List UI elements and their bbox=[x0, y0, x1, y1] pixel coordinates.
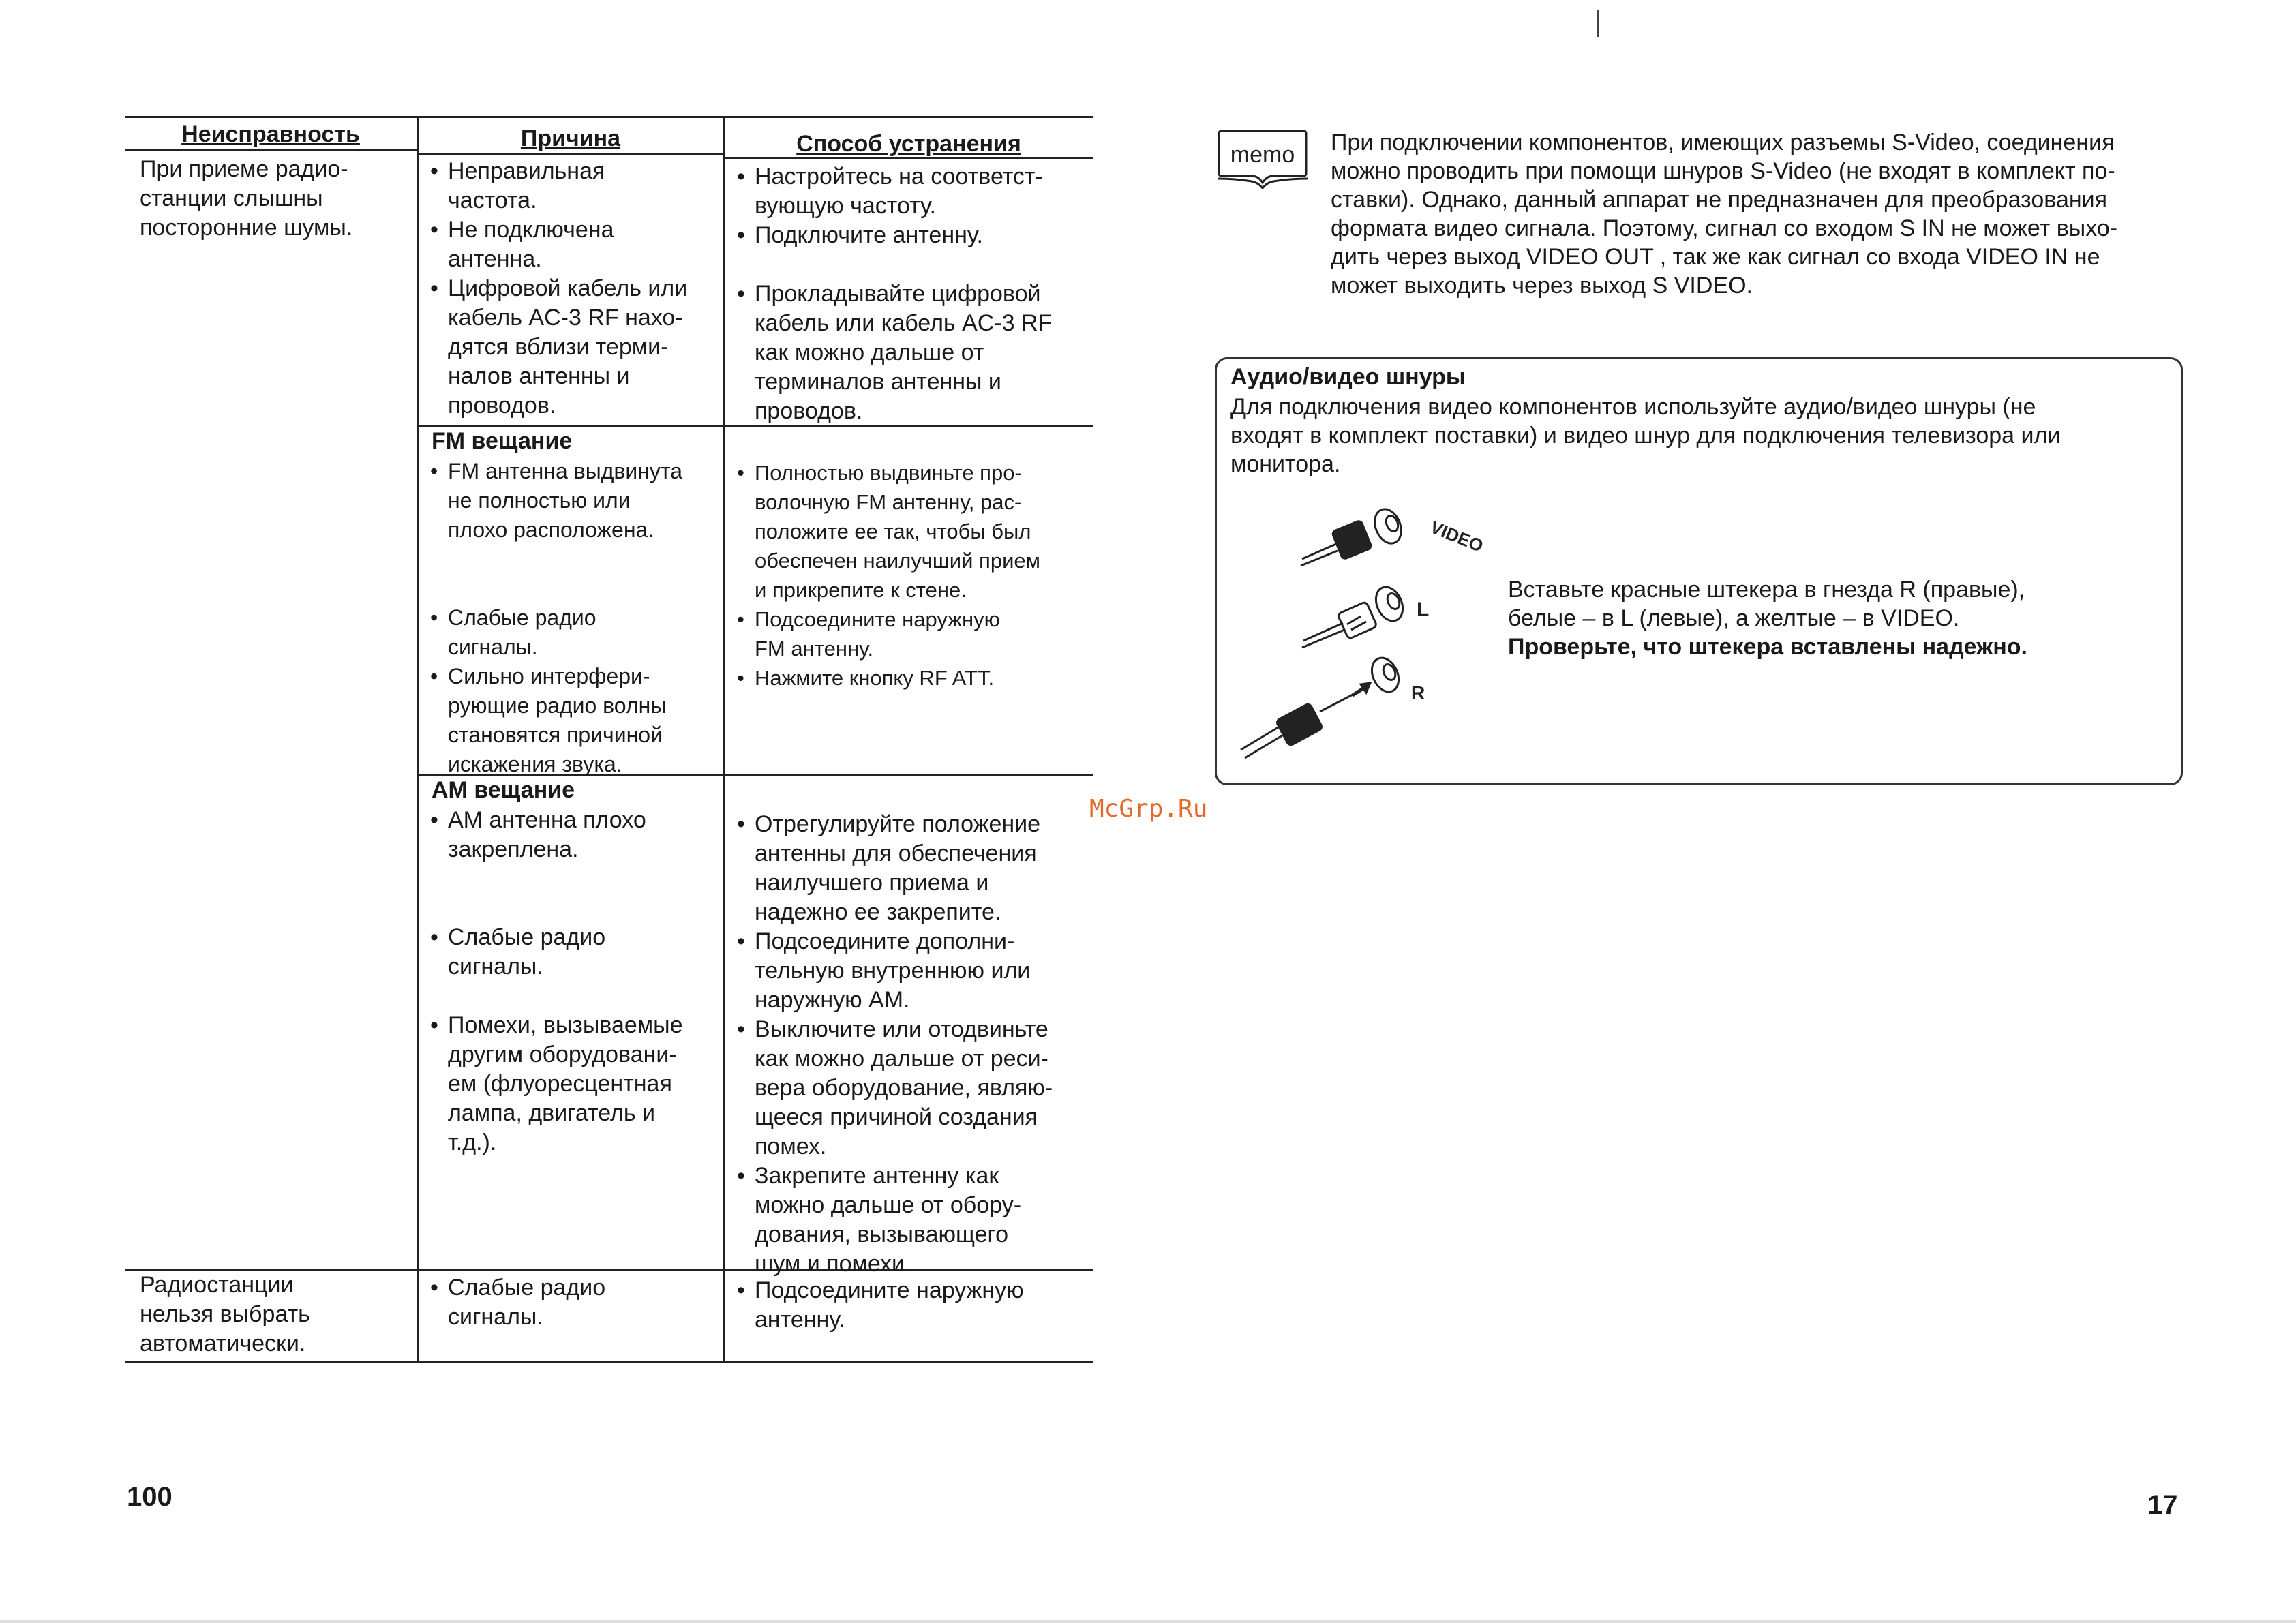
list-item: • Подключите антенну. bbox=[736, 221, 1090, 250]
list-item: • Нажмите кнопку RF ATT. bbox=[736, 663, 1090, 693]
memo-book-icon bbox=[1215, 128, 1310, 191]
left-page-number: 100 bbox=[127, 1482, 172, 1512]
header-remedy: Способ устранения bbox=[796, 131, 1021, 157]
header-rule-2 bbox=[418, 153, 725, 155]
list-item: • Помехи, вызываемые другим оборудовани- ем (флуоресцентная лампа, двигатель и т.д.). bbox=[429, 1011, 722, 1157]
table-top-rule bbox=[125, 116, 1093, 118]
list-item: • Подсоедините наружную антенну. bbox=[736, 1276, 1090, 1335]
memo-icon bbox=[1215, 128, 1310, 191]
problem-cell-1: При приеме радио- станции слышны посторонние шумы. bbox=[140, 156, 353, 241]
causes-am bbox=[429, 806, 722, 1157]
list-item: • Цифровой кабель или кабель AC-3 RF нахо- дятся вблизи терми- налов антенны и проводов. bbox=[429, 274, 722, 421]
list-item: • Слабые радио сигналы. bbox=[429, 1273, 722, 1332]
list-item: • Слабые радио сигналы. bbox=[429, 603, 722, 662]
list-item: • Подсоедините наружную FM антенну. bbox=[736, 605, 1090, 663]
registration-mark bbox=[1597, 10, 1599, 37]
rca-plug-illustration bbox=[1227, 491, 1493, 777]
table-bottom-rule bbox=[125, 1361, 1093, 1363]
list-item: • Не подключена антенна. bbox=[429, 215, 722, 274]
left-jack-label: L bbox=[1417, 598, 1430, 621]
list-item: • AM антенна плохо закреплена. bbox=[429, 806, 722, 864]
list-item: • Настройтесь на соответст- вующую частоту. bbox=[736, 162, 1090, 221]
header-rule-1 bbox=[125, 149, 418, 151]
scan-bottom-edge bbox=[0, 1620, 2296, 1623]
list-item: • Подсоедините дополни- тельную внутреннюю или наружную AM. bbox=[736, 927, 1090, 1015]
right-jack-label: R bbox=[1411, 682, 1425, 703]
list-item: • Слабые радио сигналы. bbox=[429, 923, 722, 982]
memo-text: При подключении компонентов, имеющих разъемы S-Video, соединения можно проводить при помощи шнуров S-Video (не входят в комплект по- ставки). Однако, данный аппарат не предназначен для преобразования формата видео сигнала. Поэтому, сигнал со входом S IN не может выхо- дить через выход VIDEO OUT , так же как сигнал со входа VIDEO IN не может выходить через выход S VIDEO. bbox=[1331, 130, 2118, 299]
remedies-general bbox=[736, 162, 1090, 426]
list-item: • FM антенна выдвинута не полностью или плохо расположена. bbox=[429, 457, 722, 545]
am-section-title: AM вещание bbox=[432, 777, 575, 803]
video-plug-icon bbox=[1301, 505, 1406, 566]
list-item: • Прокладывайте цифровой кабель или кабель AC-3 RF как можно дальше от терминалов антенны и проводов. bbox=[736, 279, 1090, 426]
right-page-number: 17 bbox=[2147, 1490, 2178, 1520]
col-rule-2 bbox=[723, 116, 725, 1363]
causes-fm bbox=[429, 457, 722, 779]
list-item: • Сильно интерфери- рующие радио волны становятся причиной искажения звука. bbox=[429, 662, 722, 779]
right-plug-icon bbox=[1241, 654, 1404, 758]
av-box-description: Для подключения видео компонентов используйте аудио/видео шнуры (не входят в комплект поставки) и видео шнур для подключения телевизора или монитора. bbox=[1230, 394, 2061, 477]
causes-general bbox=[429, 157, 722, 421]
av-instruction-bold: Проверьте, что штекера вставлены надежно. bbox=[1508, 634, 2027, 660]
av-box-title: Аудио/видео шнуры bbox=[1230, 364, 1466, 390]
remedies-fm bbox=[736, 458, 1090, 693]
fm-section-title: FM вещание bbox=[432, 428, 573, 454]
troubleshooting-table bbox=[125, 116, 1093, 1363]
watermark-text: McGrp.Ru bbox=[1089, 795, 1208, 823]
header-cause: Причина bbox=[520, 125, 621, 151]
rca-plugs-icon bbox=[1227, 491, 1493, 777]
list-item: • Полностью выдвиньте про- волочную FM антенну, рас- положите ее так, чтобы был обеспечен наилучший прием и прикрепите к стене. bbox=[736, 458, 1090, 605]
memo-label: memo bbox=[1230, 142, 1295, 168]
problem-cell-2: Радиостанции нельзя выбрать автоматически. bbox=[140, 1272, 310, 1356]
video-jack-label: VIDEO bbox=[1427, 516, 1487, 556]
col-rule-1 bbox=[417, 116, 419, 1363]
remedies-auto bbox=[736, 1276, 1090, 1335]
list-item: • Закрепите антенну как можно дальше от обору- дования, вызывающего шум и помехи. bbox=[736, 1162, 1090, 1279]
list-item: • Неправильная частота. bbox=[429, 157, 722, 215]
remedies-am bbox=[736, 810, 1090, 1279]
av-instructions: Вставьте красные штекера в гнезда R (правые), белые – в L (левые), а желтые – в VIDEO. Проверьте, что штекера вставлены надежно. bbox=[1508, 575, 2162, 661]
causes-auto bbox=[429, 1273, 722, 1332]
left-plug-icon bbox=[1302, 583, 1408, 648]
list-item: • Выключите или отодвиньте как можно дальше от реси- вера оборудование, являю- щееся причиной создания помех. bbox=[736, 1015, 1090, 1162]
header-problem: Неисправность bbox=[181, 121, 360, 147]
list-item: • Отрегулируйте положение антенны для обеспечения наилучшего приема и надежно ее закрепите. bbox=[736, 810, 1090, 927]
